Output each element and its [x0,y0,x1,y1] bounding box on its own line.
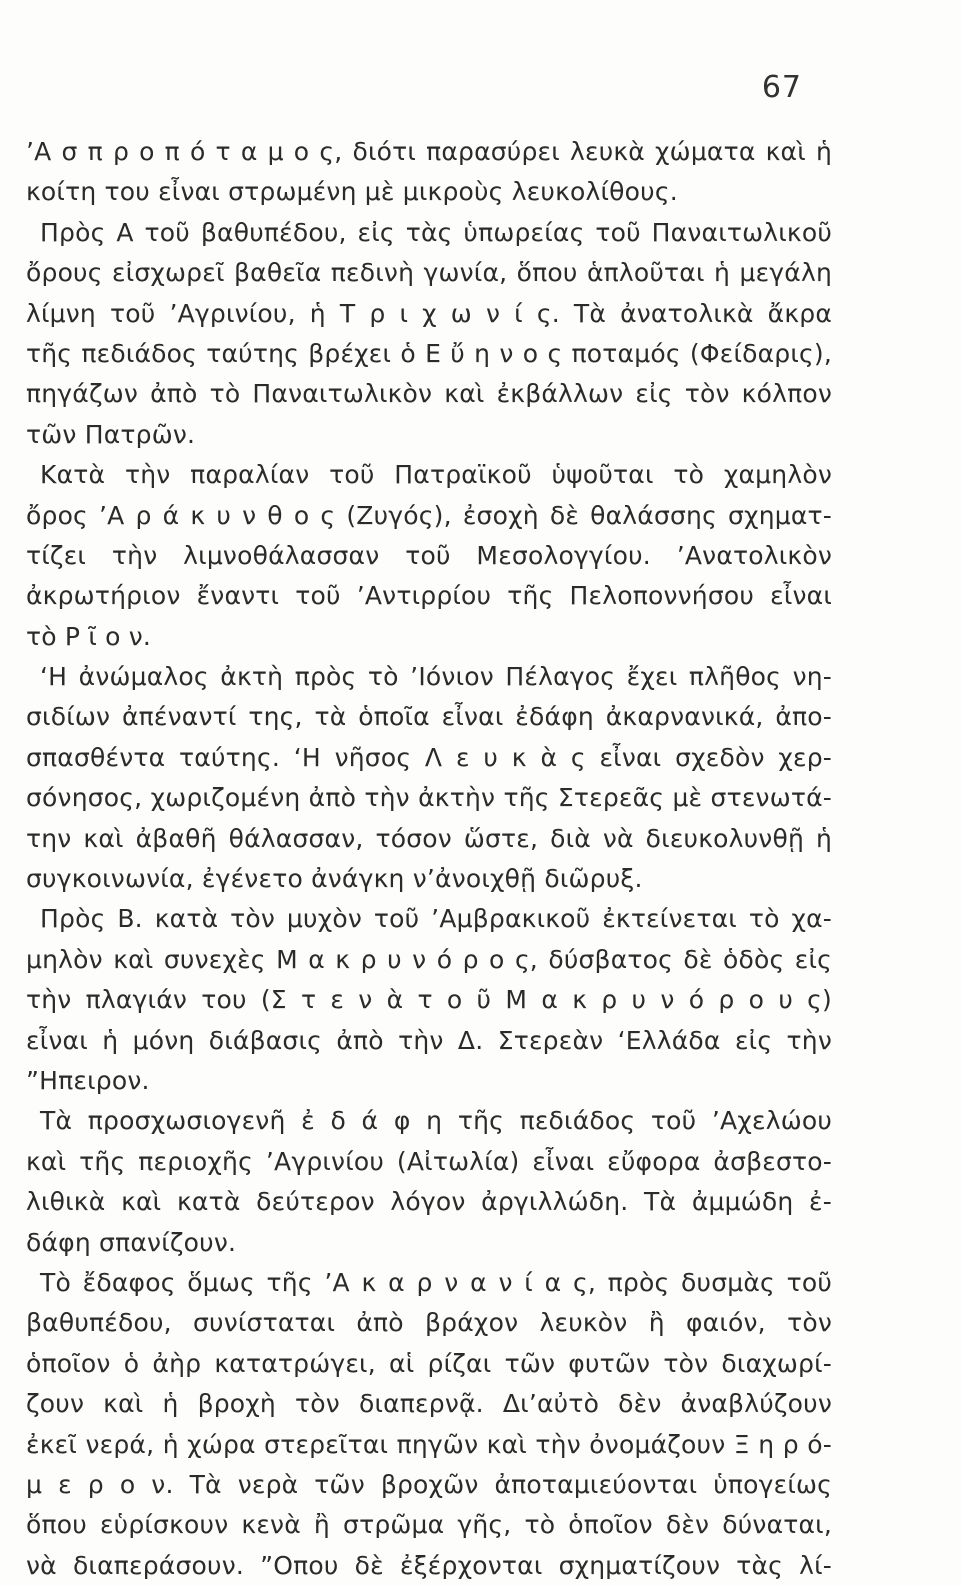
text-line: Τὰ προσχωσιογενῆ ἐ δ ά φ η τῆς πεδιάδος τοῦ ’Αχελώου [40,1106,832,1136]
text-line: ὄρος ’Α ρ ά κ υ ν θ ο ς (Ζυγός), ἐσοχὴ δὲ θαλάσσης σχηματ- [26,500,832,530]
text-line: Πρὸς Α τοῦ βαθυπέδου, εἰς τὰς ὑπωρείας τοῦ Παναιτωλικοῦ [40,217,832,247]
text-line: ‘Η ἀνώμαλος ἀκτὴ πρὸς τὸ ’Ιόνιον Πέλαγος ἔχει πλῆθος νη- [40,662,832,692]
text-line: Κατὰ τὴν παραλίαν τοῦ Πατραϊκοῦ ὑψοῦται τὸ χαμηλὸν [40,460,832,490]
text-line: συγκοινωνία, ἐγένετο ἀνάγκη ν’ἀνοιχθῇ διῶρυξ. [26,864,643,894]
text-line: τῆς πεδιάδος ταύτης βρέχει ὁ Ε ὔ η ν ο ς ποταμός (Φείδαρις), [26,338,832,368]
text-line: λίμνη τοῦ ’Αγρινίου, ἡ Τ ρ ι χ ω ν ί ς. Τὰ ἀνατολικὰ ἄκρα [26,298,832,328]
text-line: ὄρους εἰσχωρεῖ βαθεῖα πεδινὴ γωνία, ὅπου ἁπλοῦται ἡ μεγάλη [26,258,832,288]
text-line: νὰ διαπεράσουν. ”Οπου δὲ ἐξέρχονται σχηματίζουν τὰς λί- [26,1550,832,1580]
text-line: σπασθέντα ταύτης. ‘Η νῆσος Λ ε υ κ ὰ ς εἶναι σχεδὸν χερ- [26,742,832,772]
text-line: ζουν καὶ ἡ βροχὴ τὸν διαπερνᾷ. Δι’αὐτὸ δὲν ἀναβλύζουν [26,1389,832,1419]
text-line: Τὸ ἔδαφος ὅμως τῆς ’Α κ α ρ ν α ν ί α ς, πρὸς δυσμὰς τοῦ [40,1267,832,1297]
text-line: κοίτη του εἶναι στρωμένη μὲ μικροὺς λευκολίθους. [26,177,678,207]
text-line: Πρὸς Β. κατὰ τὸν μυχὸν τοῦ ’Αμβρακικοῦ ἐκτείνεται τὸ χα- [40,904,832,934]
text-line: ὅπου εὑρίσκουν κενὰ ἢ στρῶμα γῆς, τὸ ὁποῖον δὲν δύναται, [26,1510,832,1540]
text-line: τῶν Πατρῶν. [26,419,196,449]
text-line: ἐκεῖ νερά, ἡ χώρα στερεῖται πηγῶν καὶ τὴν ὀνομάζουν Ξ η ρ ό- [26,1429,832,1459]
text-line: εἶναι ἡ μόνη διάβασις ἀπὸ τὴν Δ. Στερεὰν ‘Ελλάδα εἰς τὴν [26,1025,832,1055]
text-line: δάφη σπανίζουν. [26,1227,237,1257]
text-line: σόνησος, χωριζομένη ἀπὸ τὴν ἀκτὴν τῆς Στερεᾶς μὲ στενωτά- [26,783,832,813]
text-line: τὴν πλαγιάν του (Σ τ ε ν ὰ τ ο ῦ Μ α κ ρ υ ν ό ρ ο υ ς) [26,985,832,1015]
text-line: λιθικὰ καὶ κατὰ δεύτερον λόγον ἀργιλλώδη. Τὰ ἀμμώδη ἐ- [26,1187,832,1217]
text-line: ’Α σ π ρ ο π ό τ α μ ο ς, διότι παρασύρει λευκὰ χώματα καὶ ἡ [26,137,832,166]
text-line: τίζει τὴν λιμνοθάλασσαν τοῦ Μεσολογγίου. ’Ανατολικὸν [26,540,832,570]
text-line: τὸ Ρ ῖ ο ν. [26,621,152,651]
text-line: ὁποῖον ὁ ἀὴρ κατατρώγει, αἱ ρίζαι τῶν φυτῶν τὸν διαχωρί- [26,1348,832,1378]
text-line: ”Ηπειρον. [26,1065,150,1095]
body-text [26,132,832,1586]
page-number: 67 [761,70,802,105]
text-line: μ ε ρ ο ν. Τὰ νερὰ τῶν βροχῶν ἀποταμιεύονται ὑπογείως [26,1469,832,1499]
text-line: καὶ τῆς περιοχῆς ’Αγρινίου (Αἰτωλία) εἶναι εὔφορα ἀσβεστο- [26,1146,832,1176]
text-line: σιδίων ἀπέναντί της, τὰ ὁποῖα εἶναι ἐδάφη ἀκαρνανικά, ἀπο- [26,702,832,732]
text-line: την καὶ ἀβαθῆ θάλασσαν, τόσον ὥστε, διὰ νὰ διευκολυνθῇ ἡ [26,823,832,853]
text-line: βαθυπέδου, συνίσταται ἀπὸ βράχον λευκὸν ἢ φαιόν, τὸν [26,1308,832,1338]
text-line: μηλὸν καὶ συνεχὲς Μ α κ ρ υ ν ό ρ ο ς, δύσβατος δὲ ὁδὸς εἰς [26,944,832,974]
text-line: ἀκρωτήριον ἔναντι τοῦ ’Αντιρρίου τῆς Πελοποννήσου εἶναι [26,581,832,611]
text-line: πηγάζων ἀπὸ τὸ Παναιτωλικὸν καὶ ἐκβάλλων εἰς τὸν κόλπον [26,379,832,409]
